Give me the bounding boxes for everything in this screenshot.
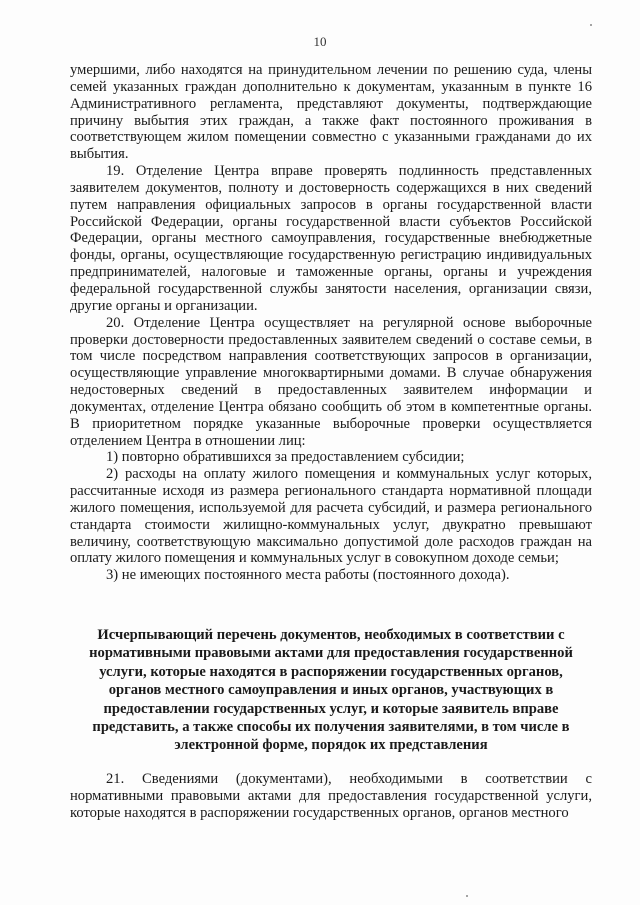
- scan-speck: [466, 895, 468, 897]
- list-item-1: 1) повторно обратившихся за предоставлением субсидии;: [106, 449, 465, 466]
- paragraph-19: 19. Отделение Центра вправе проверять подлинность представленных заявителем документов, полноту и достоверность содержащихся в них сведений путем направления официальных запросов в органы государственной власти Российской Федерации, органы государственной власти субъектов Российской Федерации, органы местного самоуправления, государственные внебюджетные фонды, органы, осуществляющие государственную регистрацию индивидуальных предпринимателей, налоговые и таможенные органы, органы и учреждения федеральной государственной службы занятости населения, организации связи, другие органы и организации.: [70, 163, 592, 314]
- page-number: 10: [313, 34, 327, 49]
- document-body: [70, 62, 592, 584]
- scan-speck: [590, 24, 592, 26]
- paragraph-20: 20. Отделение Центра осуществляет на регулярной основе выборочные проверки достоверности предоставленных заявителем сведений о составе семьи, в том числе посредством направления соответствующих запросов в организации, осуществляющие управление многоквартирными домами. В случае обнаружения недостоверных сведений в предоставленных заявителем информации и документах, отделение Центра обязано сообщить об этом в компетентные органы. В приоритетном порядке указанные выборочные проверки осуществляется отделением Центра в отношении лиц:: [70, 314, 592, 449]
- list-item-3: 3) не имеющих постоянного места работы (постоянного дохода).: [106, 567, 510, 584]
- list-item-2: 2) расходы на оплату жилого помещения и коммунальных услуг которых, рассчитанные исходя из размера регионального стандарта нормативной площади жилого помещения, используемой для расчета субсидий, и размера регионального стандарта стоимости жилищно-коммунальных услуг, двукратно превышают величину, соответствующую максимально допустимой доле расходов граждан на оплату жилого помещения и коммунальных услуг в совокупном доходе семьи;: [70, 466, 592, 567]
- paragraph-21: 21. Сведениями (документами), необходимыми в соответствии с нормативными правовыми актами для предоставления государственной услуги, которые находятся в распоряжении государственных органов, органов местного: [70, 771, 592, 821]
- paragraph-continuation: умершими, либо находятся на принудительном лечении по решению суда, члены семей указанных граждан дополнительно к документам, указанным в пункте 16 Административного регламента, представляют документы, подтверждающие причину выбытия этих граждан, а также факт постоянного проживания в соответствующем жилом помещении совместно с указанными гражданами до их выбытия.: [70, 62, 592, 163]
- section-heading: Исчерпывающий перечень документов, необходимых в соответствии с нормативными правовыми актами для предоставления государственной услуги, которые находятся в распоряжении государственных органов, органов местного самоуправления и иных органов, участвующих в предоставлении государственных услуг, и которые заявитель вправе представить, а также способы их получения заявителями, в том числе в электронной форме, порядок их представления: [89, 627, 573, 754]
